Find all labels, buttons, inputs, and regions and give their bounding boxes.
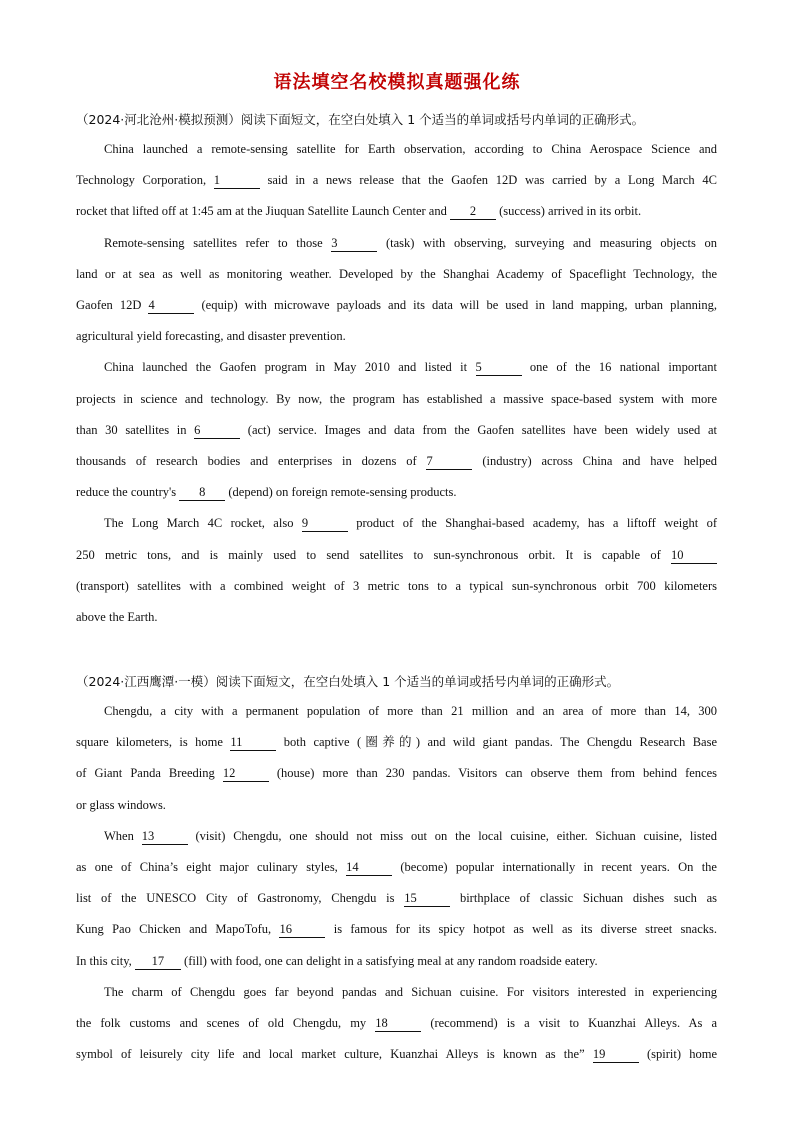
blank-9: 9 (302, 515, 348, 532)
blank-7: 7 (426, 453, 472, 470)
passage-line: Technology Corporation, 1 said in a news release that the Gaofen 12D was carried by a Long March 4C (76, 173, 717, 188)
blank-6: 6 (194, 422, 240, 439)
passage-line: the folk customs and scenes of old Chengdu, my 18 (recommend) is a visit to Kuanzhai Alleys. As a (76, 1016, 718, 1030)
passage-line: Gaofen 12D 4 (equip) with microwave payloads and its data will be used in land mapping, urban planning, (76, 298, 717, 312)
passage-line: (transport) satellites with a combined weight of 3 metric tons to a typical sun-synchronous orbit 700 kilometers (76, 578, 717, 593)
passage-line: symbol of leisurely city life and local market culture, Kuanzhai Alleys is known as the” 19 (spirit) home (76, 1047, 717, 1062)
section-2-instruction: （2024·江西鹰潭·一模）阅读下面短文，在空白处填入 1 个适当的单词或括号内单词的正确形式。 (76, 674, 620, 689)
passage-line: rocket that lifted off at 1:45 am at the Jiuquan Satellite Launch Center and 2 (success) arrived in its orbit. (76, 204, 642, 219)
passage-line: land or at sea as well as monitoring weather. Developed by the Shanghai Academy of Spaceflight Technology, the (76, 266, 717, 281)
passage-line: agricultural yield forecasting, and disaster prevention. (76, 329, 346, 344)
passage-line: square kilometers, is home 11 both captive (圈养的) and wild giant pandas. The Chengdu Research Base (76, 735, 718, 750)
passage-line: Remote-sensing satellites refer to those 3 (task) with observing, surveying and measuring objects on (104, 235, 717, 250)
page-title: 语法填空名校模拟真题强化练 (273, 72, 521, 93)
blank-15: 15 (404, 890, 450, 907)
passage-line: In this city, 17 (fill) with food, one can delight in a satisfying meal at any random roadside eatery. (76, 953, 598, 968)
blank-8: 8 (179, 484, 225, 501)
blank-18: 18 (375, 1015, 421, 1032)
blank-1: 1 (214, 172, 260, 189)
blank-4: 4 (148, 297, 194, 314)
passage-line: thousands of research bodies and enterprises in dozens of 7 (industry) across China and have helped (76, 454, 718, 468)
blank-3: 3 (331, 235, 377, 252)
passage-line: Kung Pao Chicken and MapoTofu, 16 is famous for its spicy hotpot as well as its diverse street snacks. (76, 922, 717, 937)
passage-line: The charm of Chengdu goes far beyond pandas and Sichuan cuisine. For visitors interested in experiencing (104, 984, 717, 999)
passage-line: 250 metric tons, and is mainly used to send satellites to sun-synchronous orbit. It is capable of 10 (76, 545, 717, 565)
blank-5: 5 (476, 359, 522, 376)
passage-line: list of the UNESCO City of Gastronomy, Chengdu is 15 birthplace of classic Sichuan dishes such as (76, 891, 717, 906)
passage-line: than 30 satellites in 6 (act) service. Images and data from the Gaofen satellites have been widely used at (76, 422, 717, 437)
blank-16: 16 (279, 921, 325, 938)
blank-11: 11 (230, 734, 276, 751)
passage-line: above the Earth. (76, 610, 158, 624)
passage-line: as one of China’s eight major culinary styles, 14 (become) popular internationally in recent years. On the (76, 860, 717, 874)
passage-line: China launched a remote-sensing satellite for Earth observation, according to China Aerospace Science and (104, 142, 717, 156)
blank-2: 2 (450, 203, 496, 220)
passage-line: The Long March 4C rocket, also 9 product of the Shanghai-based academy, has a liftoff weight of (104, 516, 717, 531)
section-1-instruction: （2024·河北沧州·模拟预测）阅读下面短文，在空白处填入 1 个适当的单词或括号内单词的正确形式。 (76, 112, 645, 127)
passage-line: When 13 (visit) Chengdu, one should not miss out on the local cuisine, either. Sichuan cuisine, listed (104, 828, 717, 843)
passage-line: of Giant Panda Breeding 12 (house) more than 230 pandas. Visitors can observe them from behind fences (76, 766, 717, 781)
passage-line: or glass windows. (76, 797, 166, 812)
blank-14: 14 (346, 859, 392, 876)
passage-line: China launched the Gaofen program in May 2010 and listed it 5 one of the 16 national important (104, 360, 717, 375)
passage-line: Chengdu, a city with a permanent population of more than 21 million and an area of more than 14, 300 (104, 704, 717, 718)
blank-10: 10 (671, 547, 717, 564)
blank-12: 12 (223, 765, 269, 782)
passage-line: projects in science and technology. By now, the program has established a massive space-based system with more (76, 391, 717, 406)
passage-line: reduce the country's 8 (depend) on foreign remote-sensing products. (76, 485, 457, 500)
blank-17: 17 (135, 953, 181, 970)
blank-19: 19 (593, 1046, 639, 1063)
blank-13: 13 (142, 828, 188, 845)
